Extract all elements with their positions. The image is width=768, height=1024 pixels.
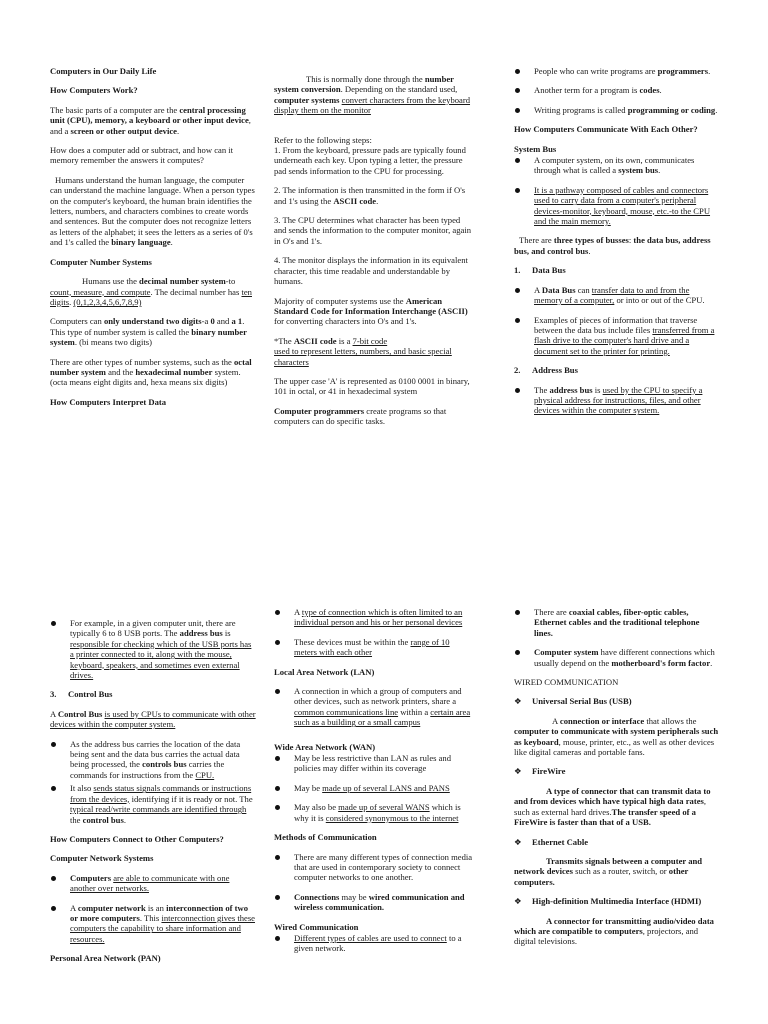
list-item: These devices must be within the range of 10 meters with each other [274, 637, 474, 658]
binary-paragraph: Computers can only understand two digits-a 0 and a 1. This type of number system is called the binary number system. (bi means two digits) [50, 316, 247, 348]
list-item: May be made up of several LANS and PANS [274, 783, 474, 793]
list-item: The address bus is used by the CPU to specify a physical address for instructions, files, and other devices within the computer system. [514, 385, 719, 416]
list-item: A computer system, on its own, communicates through what is called a system bus. [514, 155, 719, 176]
step-1: 1. From the keyboard, pressure pads are typically found underneath each key. Upon typing a letter, the pressure pad sends information to the CPU for processing. [274, 145, 466, 176]
step-2: 2. The information is then transmitted in the form if O's and 1's using the ASCII code. [274, 185, 466, 206]
list-item: A Data Bus can transfer data to and from the memory of a computer, or into or out of the CPU. [514, 285, 719, 306]
wired-bullets [274, 933, 474, 954]
list-item: Computers are able to communicate with one another over networks. [50, 873, 256, 894]
basic-parts-paragraph: The basic parts of a computer are the central processing unit (CPU), memory, a keyboard or other input device, and a screen or other output device. [50, 104, 251, 136]
list-item: May be less restrictive than LAN as rules and policies may differ within its coverage [274, 753, 474, 774]
diamond-bullet-icon: ❖ [514, 896, 522, 907]
step-3: 3. The CPU determines what character has been typed and sends the information to the computer monitor, again in O's and 1's. [274, 215, 472, 246]
heading-wired-communication: Wired Communication [274, 921, 359, 932]
decimal-paragraph: Humans use the decimal number system-to count, measure, and compute. The decimal number has ten digits. (0,1,2,3,4,5,6,7,8,9) [50, 276, 252, 307]
ethernet-paragraph: Transmits signals between a computer and network devices such as a router, switch, or other computers. [514, 855, 703, 887]
heading-number-systems: Computer Number Systems [50, 256, 152, 267]
heading-pan: Personal Area Network (PAN) [50, 953, 161, 964]
heading-address-bus: 2. Address Bus [514, 365, 578, 376]
bottom-middle-column [274, 607, 474, 963]
cable-bullets [514, 607, 719, 668]
address-bus-bullets [514, 385, 719, 416]
document-title: Computers in Our Daily Life [50, 66, 157, 76]
heading-how-computers-work: How Computers Work? [50, 85, 138, 96]
top-right-column [514, 66, 719, 425]
steps-intro: Refer to the following steps: [274, 134, 372, 145]
lan-bullets [274, 686, 474, 728]
list-item: A type of connection which is often limited to an individual person and his or her personal devices [274, 607, 474, 628]
heading-data-bus: 1. Data Bus [514, 265, 566, 276]
list-item: Writing programs is called programming or coding. [514, 105, 719, 115]
pan-bullets [274, 607, 474, 658]
list-item: Connections may be wired communication and wireless communication. [274, 892, 474, 913]
heading-ethernet: ❖ Ethernet Cable [514, 836, 589, 847]
programming-bullets [514, 66, 719, 115]
usb-example-bullets [50, 618, 256, 680]
usb-paragraph: A connection or interface that allows the computer to communicate with system peripherals such as keyboard, mouse, printer, etc., as well as other devices like digital cameras and portable fans. [514, 715, 719, 758]
list-item: It is a pathway composed of cables and connectors used to carry data from a computer's peripheral devices-monitor, keyboard, mouse, etc.-to the CPU and the main memory. [514, 185, 719, 227]
programmers-paragraph: Computer programmers create programs so that computers can do specific tasks. [274, 405, 447, 427]
heading-communicate: How Computers Communicate With Each Other? [514, 124, 698, 135]
list-item: Computer system have different connections which usually depend on the motherboard's form factor. [514, 647, 719, 668]
bottom-right-column [514, 607, 719, 956]
ascii-code-paragraph: *The ASCII code is a 7-bit code used to represent letters, numbers, and basic special characters [274, 335, 452, 367]
heading-wired-communication-caps: WIRED COMMUNICATION [514, 677, 619, 688]
control-bus-definition: A Control Bus is used by CPUs to communicate with other devices within the computer system. [50, 708, 256, 730]
diamond-bullet-icon: ❖ [514, 766, 522, 777]
heading-hdmi: ❖ High-definition Multimedia Interface (HDMI) [514, 896, 702, 907]
system-bus-bullets [514, 155, 719, 226]
heading-system-bus: System Bus [514, 143, 557, 154]
top-left-column [50, 66, 256, 416]
heading-firewire: ❖ FireWire [514, 766, 566, 777]
heading-control-bus: 3. Control Bus [50, 689, 113, 700]
list-item: May also be made up of several WANS which is why it is considered synonymous to the internet [274, 802, 474, 823]
list-item: For example, in a given computer unit, there are typically 6 to 8 USB ports. The address bus is responsible for checking which of the USB ports has a printer connected to it, along with the mouse, keyboard, speakers, and sometimes even external drives. [50, 618, 256, 680]
list-item: There are many different types of connection media that are used in contemporary society to connect computer networks to one another. [274, 852, 474, 883]
list-item: As the address bus carries the location of the data being sent and the data bus carries the actual data being processed, the controls bus carries the commands for instructions from the CPU. [50, 739, 256, 781]
uppercase-a-paragraph: The upper case 'A' is represented as 0100 0001 in binary, 101 in octal, or 41 in hexadecimal system [274, 375, 470, 397]
wan-bullets [274, 753, 474, 823]
heading-network-systems: Computer Network Systems [50, 853, 154, 864]
diamond-bullet-icon: ❖ [514, 836, 522, 847]
diamond-bullet-icon: ❖ [514, 696, 522, 707]
list-item: There are coaxial cables, fiber-optic cables, Ethernet cables and the traditional telephone lines. [514, 607, 719, 638]
human-language-paragraph: Humans understand the human language, the computer can understand the machine language. When a person types on the computer's keyboard, the human brain identifies the letters, numbers, and characters combines to create words and sentences. But the computer does not recognize letters as letters of the alphabet; it sees the letters as a series of 0's and 1's called the binary language. [50, 174, 255, 248]
heading-interpret-data: How Computers Interpret Data [50, 396, 167, 407]
bottom-left-column [50, 618, 256, 973]
other-systems-paragraph: There are other types of number systems, such as the octal number system and the hexadecimal number system. (octa means eight digits and, hexa means six digits) [50, 356, 252, 388]
network-bullets [50, 873, 256, 944]
list-item: It also sends status signals commands or instructions from the devices, identifying if it is ready or not. The typical read/write commands are identified through the control bus. [50, 783, 256, 825]
heading-wan: Wide Area Network (WAN) [274, 741, 376, 752]
methods-bullets [274, 852, 474, 913]
add-subtract-question: How does a computer add or subtract, and how can it memory remember the answers it computes? [50, 145, 234, 166]
three-busses-paragraph: There are three types of busses: the data bus, address bus, and control bus. [514, 235, 711, 256]
list-item: Different types of cables are used to connect to a given network. [274, 933, 474, 954]
heading-connect: How Computers Connect to Other Computers? [50, 833, 224, 844]
list-item: People who can write programs are programmers. [514, 66, 719, 76]
list-item: Examples of pieces of information that traverse between the data bus include files transferred from a flash drive to the computer's hard drive and a document set to the printer for printing. [514, 315, 719, 357]
hdmi-paragraph: A connector for transmitting audio/video data which are compatible to computers, projectors, and digital televisions. [514, 915, 714, 947]
list-item: Another term for a program is codes. [514, 85, 719, 95]
list-item: A connection in which a group of computers and other devices, such as network printers, share a common communications line within a certain area such as a building or a small campus [274, 686, 474, 728]
heading-usb: ❖ Universal Serial Bus (USB) [514, 696, 632, 707]
conversion-paragraph: This is normally done through the number system conversion. Depending on the standard used, computer systems convert characters from the keyboard display them on the monitor [274, 74, 471, 116]
control-bus-bullets [50, 739, 256, 825]
heading-methods: Methods of Communication [274, 832, 377, 843]
ascii-majority-paragraph: Majority of computer systems use the American Standard Code for Information Interchange (ASCII) for converting characters into O's and 1's. [274, 295, 468, 327]
top-middle-column [274, 74, 474, 436]
firewire-paragraph: A type of connector that can transmit data to and from devices which have typical high data rates, such as external hard drives.The transfer speed of a FireWire is faster than that of a USB. [514, 785, 711, 828]
list-item: A computer network is an interconnection of two or more computers. This interconnection gives these computers the capability to share information and resources. [50, 903, 256, 945]
step-4: 4. The monitor displays the information in its equivalent character, this time readable and understandable by humans. [274, 255, 468, 287]
heading-lan: Local Area Network (LAN) [274, 666, 375, 677]
data-bus-bullets [514, 285, 719, 356]
